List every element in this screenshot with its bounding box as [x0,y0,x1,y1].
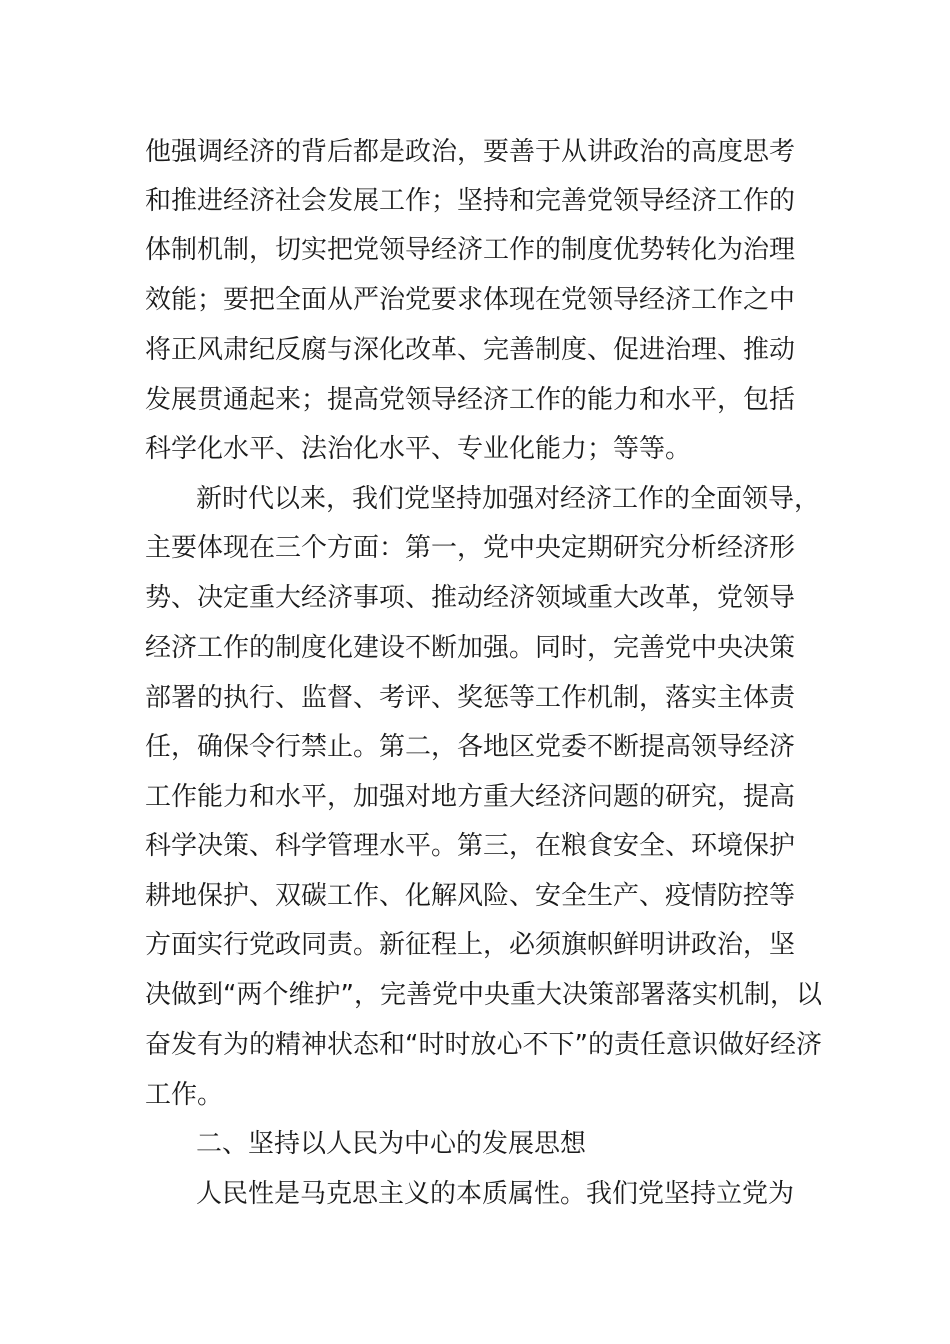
paragraph-line: 工作能力和水平，加强对地方重大经济问题的研究，提高 [145,782,796,812]
paragraph-line: 经济工作的制度化建设不断加强。同时，完善党中央决策 [145,633,796,663]
paragraph-line: 新时代以来，我们党坚持加强对经济工作的全面领导， [196,484,821,514]
paragraph-line: 效能；要把全面从严治党要求体现在党领导经济工作之中 [145,285,796,315]
paragraph-line: 和推进经济社会发展工作；坚持和完善党领导经济工作的 [145,186,796,216]
paragraph-line: 方面实行党政同责。新征程上，必须旗帜鲜明讲政治，坚 [145,930,796,960]
paragraph-line: 发展贯通起来；提高党领导经济工作的能力和水平，包括 [145,385,796,415]
paragraph-line: 将正风肃纪反腐与深化改革、完善制度、促进治理、推动 [145,335,796,365]
paragraph-line: 任，确保令行禁止。第二，各地区党委不断提高领导经济 [145,732,796,762]
paragraph-line: 主要体现在三个方面：第一，党中央定期研究分析经济形 [145,533,796,563]
paragraph-line: 他强调经济的背后都是政治，要善于从讲政治的高度思考 [145,137,796,167]
section-heading: 二、坚持以人民为中心的发展思想 [196,1129,587,1159]
paragraph-line: 部署的执行、监督、考评、奖惩等工作机制，落实主体责 [145,683,796,713]
paragraph-line: 科学决策、科学管理水平。第三，在粮食安全、环境保护 [145,831,796,861]
paragraph-line: 势、决定重大经济事项、推动经济领域重大改革，党领导 [145,583,796,613]
paragraph-line: 决做到“两个维护”，完善党中央重大决策部署落实机制，以 [145,980,822,1010]
paragraph-line: 奋发有为的精神状态和“时时放心不下”的责任意识做好经济 [145,1030,822,1060]
paragraph-line: 耕地保护、双碳工作、化解风险、安全生产、疫情防控等 [145,881,796,911]
paragraph-line: 科学化水平、法治化水平、专业化能力；等等。 [145,434,692,464]
paragraph-line: 人民性是马克思主义的本质属性。我们党坚持立党为 [196,1179,795,1209]
paragraph-line: 体制机制，切实把党领导经济工作的制度优势转化为治理 [145,235,796,265]
paragraph-line: 工作。 [145,1080,224,1110]
